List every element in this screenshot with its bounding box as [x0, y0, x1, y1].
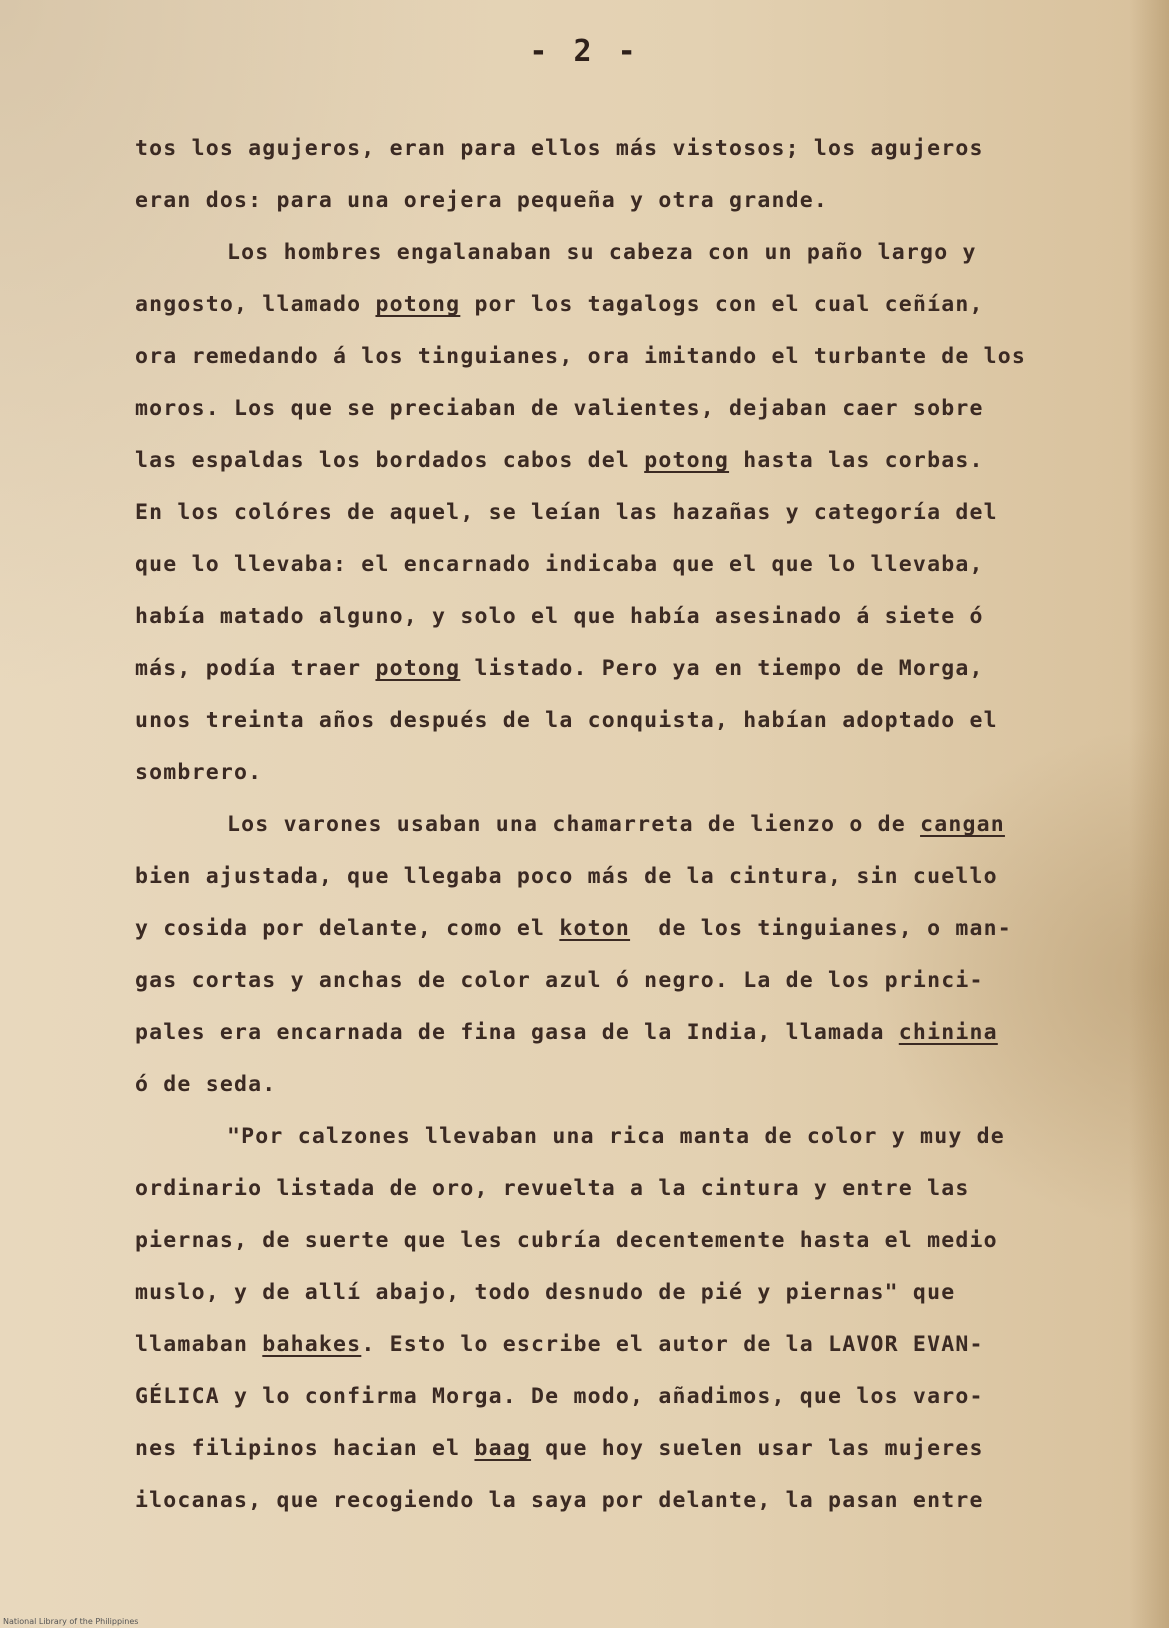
text-segment: ilocanas, que recogiendo la saya por delante, la pasan entre — [135, 1488, 984, 1513]
page-edge-stain — [1129, 0, 1169, 1628]
underlined-term: potong — [375, 292, 461, 317]
text-segment: moros. Los que se preciaban de valientes, dejaban caer sobre — [135, 396, 984, 421]
text-segment: las espaldas los bordados cabos del — [135, 448, 645, 473]
underlined-term: chinina — [898, 1020, 998, 1045]
text-line — [135, 186, 828, 216]
text-line — [227, 1122, 1005, 1152]
text-line — [135, 446, 984, 476]
text-segment: En los colóres de aquel, se leían las hazañas y categoría del — [135, 500, 998, 525]
text-segment: ora remedando á los tinguianes, ora imitando el turbante de los — [135, 344, 1027, 369]
underlined-term: potong — [644, 448, 730, 473]
text-line — [135, 394, 984, 424]
text-segment: más, podía traer — [135, 656, 376, 681]
text-line — [227, 238, 977, 268]
text-segment: angosto, llamado — [135, 292, 376, 317]
text-line — [135, 1018, 998, 1048]
text-segment: GÉLICA y lo confirma Morga. De modo, añadimos, que los varo- — [135, 1384, 984, 1409]
text-line — [135, 862, 998, 892]
text-segment: bien ajustada, que llegaba poco más de la cintura, sin cuello — [135, 864, 998, 889]
page-number: - 2 - — [529, 34, 640, 69]
text-line — [135, 1226, 998, 1256]
text-segment: ó de seda. — [135, 1072, 277, 1097]
text-segment: Los varones usaban una chamarreta de lienzo o de — [227, 812, 921, 837]
text-segment: tos los agujeros, eran para ellos más vistosos; los agujeros — [135, 136, 984, 161]
text-segment: nes filipinos hacian el — [135, 1436, 475, 1461]
text-line — [135, 1434, 984, 1464]
text-segment: que hoy suelen usar las mujeres — [531, 1436, 984, 1461]
text-segment: llamaban — [135, 1332, 263, 1357]
text-line — [135, 290, 984, 320]
text-segment: gas cortas y anchas de color azul ó negro. La de los princi- — [135, 968, 984, 993]
text-line — [135, 1070, 276, 1100]
text-line — [135, 914, 1012, 944]
text-line — [135, 1278, 955, 1308]
text-line — [135, 342, 1026, 372]
text-segment: de los tinguianes, o man- — [630, 916, 1012, 941]
text-line — [135, 1330, 984, 1360]
text-segment: ordinario listada de oro, revuelta a la cintura y entre las — [135, 1176, 970, 1201]
text-line — [227, 810, 1005, 840]
text-line — [135, 706, 998, 736]
text-line — [135, 550, 984, 580]
text-segment: piernas, de suerte que les cubría decentemente hasta el medio — [135, 1228, 998, 1253]
text-line — [135, 758, 262, 788]
text-segment: . Esto lo escribe el autor de la LAVOR EVAN- — [361, 1332, 984, 1357]
text-segment: unos treinta años después de la conquista, habían adoptado el — [135, 708, 998, 733]
underlined-term: baag — [474, 1436, 532, 1461]
footer-credit: National Library of the Philippines — [3, 1617, 139, 1626]
text-segment: Los hombres engalanaban su cabeza con un paño largo y — [227, 240, 977, 265]
text-segment: sombrero. — [135, 760, 263, 785]
text-line — [135, 602, 984, 632]
text-segment: por los tagalogs con el cual ceñían, — [460, 292, 984, 317]
text-segment: que lo llevaba: el encarnado indicaba que el que lo llevaba, — [135, 552, 984, 577]
text-segment: pales era encarnada de fina gasa de la India, llamada — [135, 1020, 899, 1045]
text-line — [135, 134, 984, 164]
text-line — [135, 1174, 970, 1204]
text-segment: había matado alguno, y solo el que había asesinado á siete ó — [135, 604, 984, 629]
text-segment: listado. Pero ya en tiempo de Morga, — [460, 656, 984, 681]
underlined-term: cangan — [920, 812, 1005, 837]
text-line — [135, 966, 984, 996]
text-segment: y cosida por delante, como el — [135, 916, 560, 941]
underlined-term: potong — [375, 656, 461, 681]
underlined-term: koton — [559, 916, 631, 941]
text-line — [135, 1486, 984, 1516]
text-segment: eran dos: para una orejera pequeña y otra grande. — [135, 188, 829, 213]
underlined-term: bahakes — [262, 1332, 362, 1357]
text-segment: muslo, y de allí abajo, todo desnudo de pié y piernas" que — [135, 1280, 956, 1305]
text-segment: hasta las corbas. — [729, 448, 984, 473]
text-segment: "Por calzones llevaban una rica manta de color y muy de — [227, 1124, 1005, 1149]
text-line — [135, 1382, 984, 1412]
text-line — [135, 498, 998, 528]
text-line — [135, 654, 984, 684]
